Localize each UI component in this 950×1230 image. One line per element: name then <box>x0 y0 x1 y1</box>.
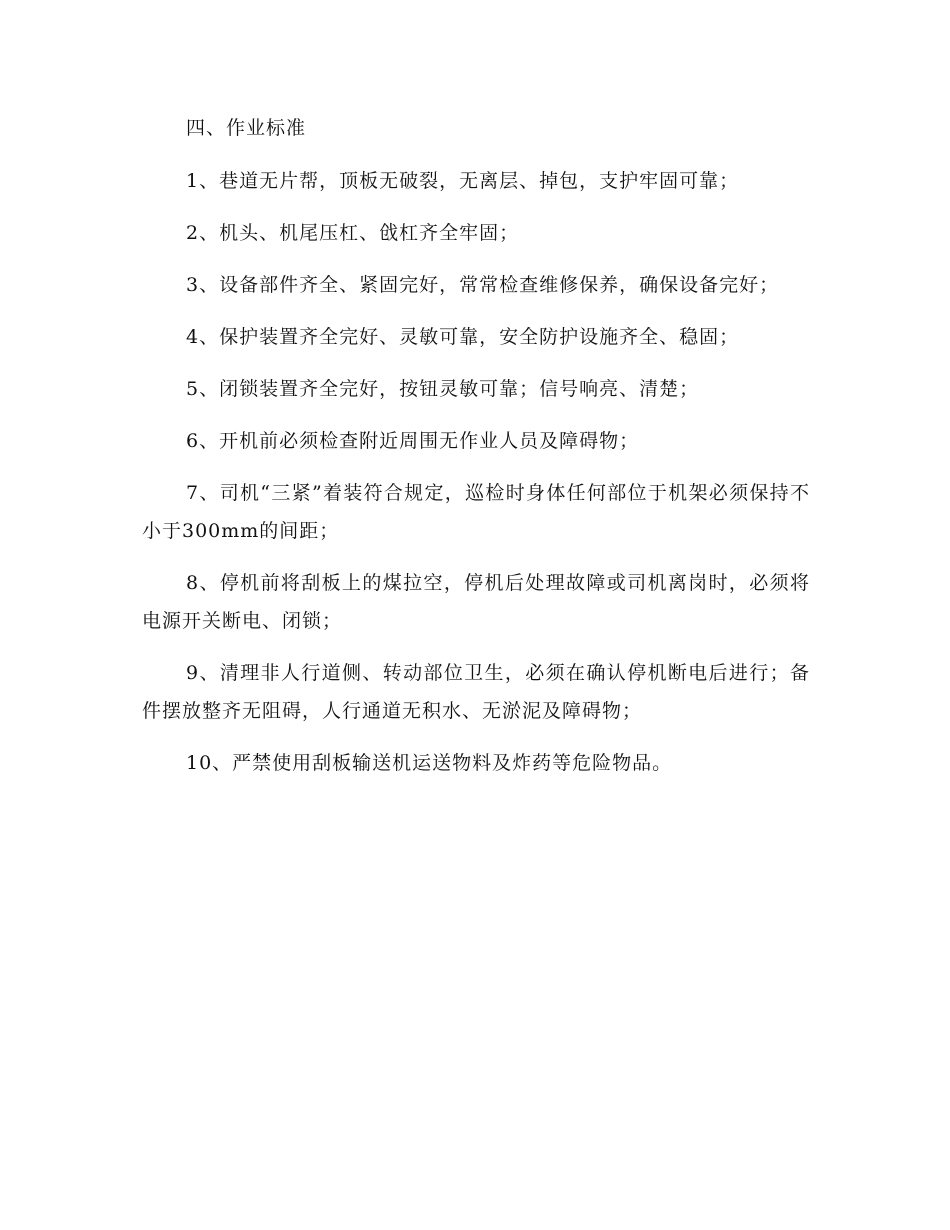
standard-item-9: 9、清理非人行道侧、转动部位卫生，必须在确认停机断电后进行；备件摆放整齐无阻碍，人行通道无积水、无淤泥及障碍物； <box>142 662 810 722</box>
standard-item-2: 2、机头、机尾压杠、戗杠齐全牢固； <box>186 222 520 244</box>
standard-item-6: 6、开机前必须检查附近周围无作业人员及障碍物； <box>186 430 640 452</box>
section-heading: 四、作业标准 <box>186 117 307 139</box>
standard-item-4: 4、保护装置齐全完好、灵敏可靠，安全防护设施齐全、稳固； <box>186 326 740 348</box>
standard-item-5: 5、闭锁装置齐全完好，按钮灵敏可靠；信号响亮、清楚； <box>186 378 700 400</box>
document-body <box>142 108 810 796</box>
standard-item-7: 7、司机“三紧”着装符合规定，巡检时身体任何部位于机架必须保持不小于300mm的间距； <box>142 482 810 542</box>
standard-item-3: 3、设备部件齐全、紧固完好，常常检查维修保养，确保设备完好； <box>186 274 780 296</box>
standard-item-8: 8、停机前将刮板上的煤拉空，停机后处理故障或司机离岗时，必须将电源开关断电、闭锁； <box>142 572 810 632</box>
standard-item-10: 10、严禁使用刮板输送机运送物料及炸药等危险物品。 <box>186 752 673 774</box>
standard-item-1: 1、巷道无片帮，顶板无破裂，无离层、掉包，支护牢固可靠； <box>186 170 740 192</box>
